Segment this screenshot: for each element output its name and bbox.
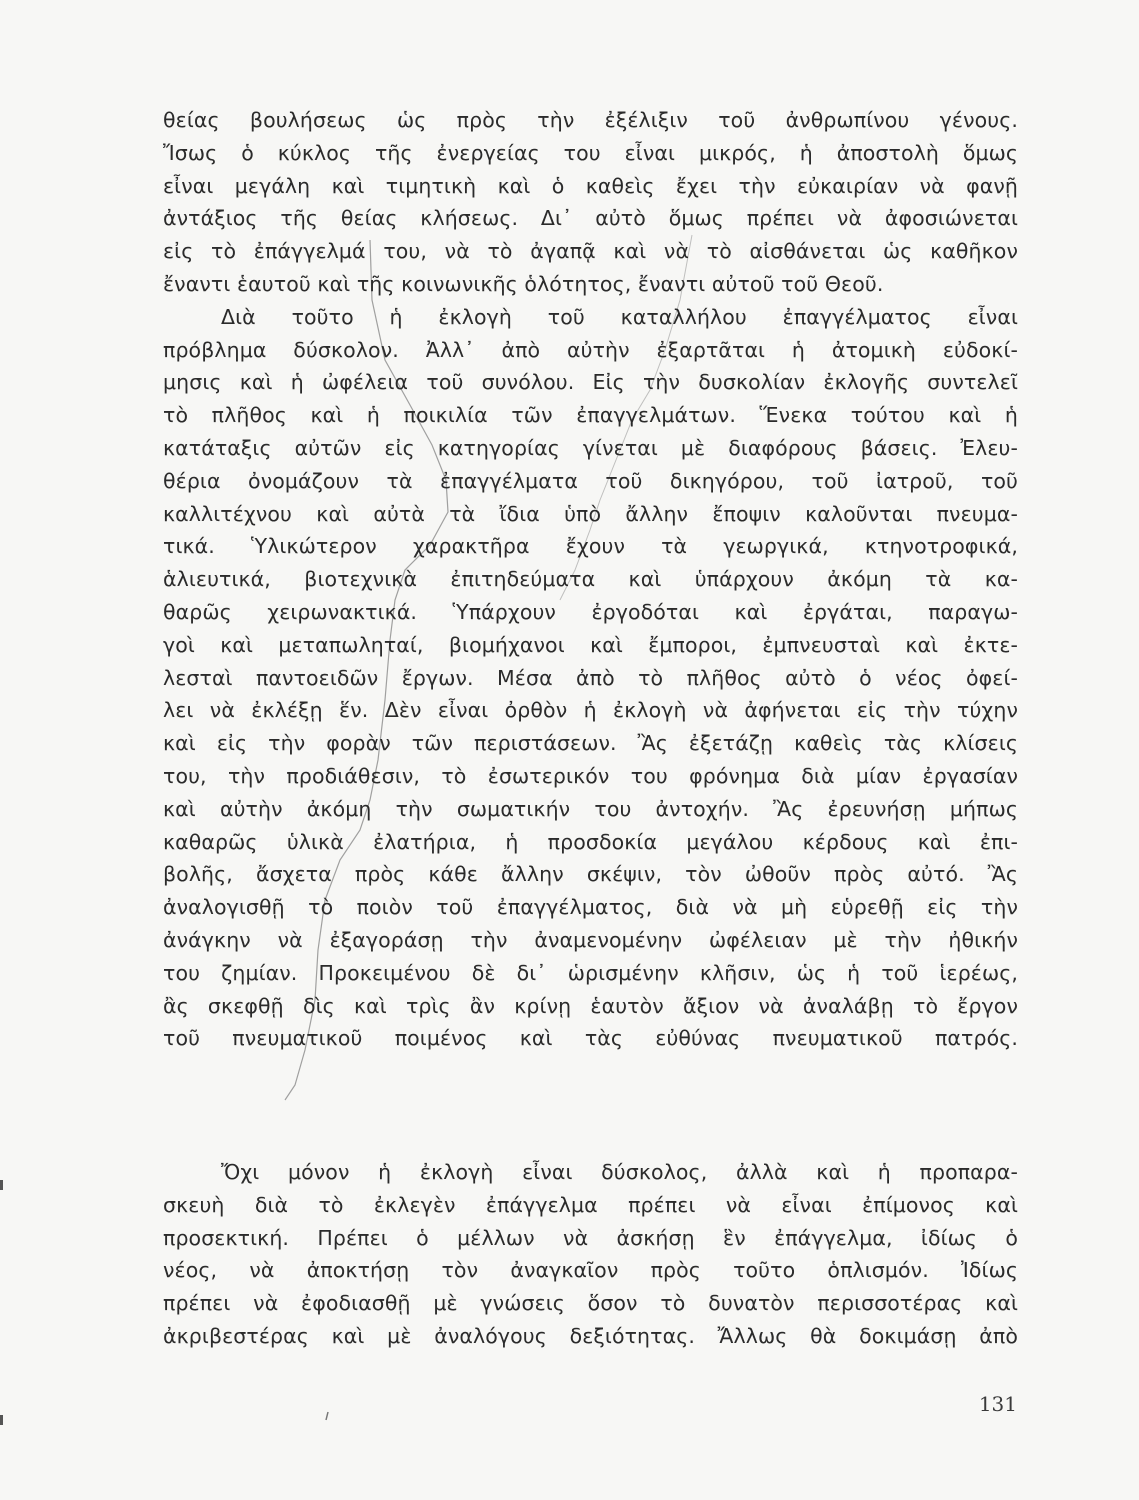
page-number: 131 xyxy=(978,1392,1017,1416)
text-line: ἔναντι ἑαυτοῦ καὶ τῆς κοινωνικῆς ὁλότητος, ἔναντι αὐτοῦ τοῦ Θεοῦ. xyxy=(163,271,884,296)
text-line: πρέπει νὰ ἐφοδιασθῇ μὲ γνώσεις ὅσον τὸ δυνατὸν περισσοτέρας καὶ xyxy=(163,1291,1018,1316)
text-line: καὶ αὐτὴν ἀκόμη τὴν σωματικήν του ἀντοχήν. Ἂς ἐρευνήσῃ μήπως xyxy=(163,796,1018,821)
text-line: θαρῶς χειρωνακτικά. Ὑπάρχουν ἐργοδόται καὶ ἐργάται, παραγω- xyxy=(163,599,1018,624)
text-line: ἂς σκεφθῇ δὶς καὶ τρὶς ἂν κρίνῃ ἑαυτὸν ἄξιον νὰ ἀναλάβῃ τὸ ἔργον xyxy=(163,993,1018,1018)
text-line: ἀνάγκην νὰ ἐξαγοράσῃ τὴν ἀναμενομένην ὠφέλειαν μὲ τὴν ἠθικήν xyxy=(163,927,1018,952)
text-line: λει νὰ ἐκλέξῃ ἕν. Δὲν εἶναι ὀρθὸν ἡ ἐκλογὴ νὰ ἀφήνεται εἰς τὴν τύχην xyxy=(163,698,1018,723)
text-line: Ἴσως ὁ κύκλος τῆς ἐνεργείας του εἶναι μικρός, ἡ ἀποστολὴ ὅμως xyxy=(163,140,1018,165)
text-line: τικά. Ὑλικώτερον χαρακτῆρα ἔχουν τὰ γεωργικά, κτηνοτροφικά, xyxy=(163,534,1018,559)
text-line: θέρια ὀνομάζουν τὰ ἐπαγγέλματα τοῦ δικηγόρου, τοῦ ἰατροῦ, τοῦ xyxy=(163,468,1018,493)
text-line: ἀκριβεστέρας καὶ μὲ ἀναλόγους δεξιότητας. Ἄλλως θὰ δοκιμάσῃ ἀπὸ xyxy=(163,1323,1018,1348)
text-line: εἰς τὸ ἐπάγγελμά του, νὰ τὸ ἀγαπᾷ καὶ νὰ τὸ αἰσθάνεται ὡς καθῆκον xyxy=(163,239,1018,264)
text-line: βολῆς, ἄσχετα πρὸς κάθε ἄλλην σκέψιν, τὸν ὠθοῦν πρὸς αὐτό. Ἂς xyxy=(163,862,1018,887)
text-line: λεσταὶ παντοειδῶν ἔργων. Μέσα ἀπὸ τὸ πλῆθος αὐτὸ ὁ νέος ὀφεί- xyxy=(163,665,1018,690)
text-line: προσεκτική. Πρέπει ὁ μέλλων νὰ ἀσκήσῃ ἓν ἐπάγγελμα, ἰδίως ὁ xyxy=(163,1225,1018,1250)
text-line: τὸ πλῆθος καὶ ἡ ποικιλία τῶν ἐπαγγελμάτων. Ἕνεκα τούτου καὶ ἡ xyxy=(163,403,1018,428)
text-line: καὶ εἰς τὴν φορὰν τῶν περιστάσεων. Ἂς ἐξετάζῃ καθεὶς τὰς κλίσεις xyxy=(163,731,1018,756)
text-line: καλλιτέχνου καὶ αὐτὰ τὰ ἴδια ὑπὸ ἄλλην ἔποψιν καλοῦνται πνευμα- xyxy=(163,501,1018,526)
text-line: κατάταξις αὐτῶν εἰς κατηγορίας γίνεται μὲ διαφόρους βάσεις. Ἐλευ- xyxy=(163,435,1018,460)
text-line: πρόβλημα δύσκολον. Ἀλλ᾿ ἀπὸ αὐτὴν ἐξαρτᾶται ἡ ἀτομικὴ εὐδοκί- xyxy=(163,337,1018,362)
text-line: ἀναλογισθῇ τὸ ποιὸν τοῦ ἐπαγγέλματος, διὰ νὰ μὴ εὑρεθῇ εἰς τὴν xyxy=(163,895,1018,920)
text-line: ἀντάξιος τῆς θείας κλήσεως. Δι᾿ αὐτὸ ὅμως πρέπει νὰ ἀφοσιώνεται xyxy=(163,206,1018,231)
text-line: τοῦ πνευματικοῦ ποιμένος καὶ τὰς εὐθύνας πνευματικοῦ πατρός. xyxy=(163,1026,1018,1051)
text-line: σκευὴ διὰ τὸ ἐκλεγὲν ἐπάγγελμα πρέπει νὰ εἶναι ἐπίμονος καὶ xyxy=(163,1192,1018,1217)
paragraph-1 xyxy=(163,104,1018,1055)
text-line: θείας βουλήσεως ὡς πρὸς τὴν ἐξέλιξιν τοῦ ἀνθρωπίνου γένους. xyxy=(163,108,1018,132)
text-line: εἶναι μεγάλη καὶ τιμητικὴ καὶ ὁ καθεὶς ἔχει τὴν εὐκαιρίαν νὰ φανῇ xyxy=(163,173,1018,198)
text-line: γοὶ καὶ μεταπωληταί, βιομήχανοι καὶ ἔμποροι, ἐμπνευσταὶ καὶ ἐκτε- xyxy=(163,632,1018,657)
text-line: Διὰ τοῦτο ἡ ἐκλογὴ τοῦ καταλλήλου ἐπαγγέλματος εἶναι xyxy=(221,304,1018,329)
text-line: ἁλιευτικά, βιοτεχνικὰ ἐπιτηδεύματα καὶ ὑπάρχουν ἀκόμη τὰ κα- xyxy=(163,567,1018,592)
edge-mark xyxy=(0,1415,3,1425)
text-line: νέος, νὰ ἀποκτήσῃ τὸν ἀναγκαῖον πρὸς τοῦτο ὁπλισμόν. Ἰδίως xyxy=(163,1258,1018,1283)
paragraph-2 xyxy=(163,1156,1018,1353)
text-line: του, τὴν προδιάθεσιν, τὸ ἐσωτερικόν του φρόνημα διὰ μίαν ἐργασίαν xyxy=(163,763,1018,788)
text-line: του ζημίαν. Προκειμένου δὲ δι᾿ ὡρισμένην κλῆσιν, ὡς ἡ τοῦ ἱερέως, xyxy=(163,960,1018,985)
edge-mark xyxy=(0,1180,3,1190)
text-line: Ὄχι μόνον ἡ ἐκλογὴ εἶναι δύσκολος, ἀλλὰ καὶ ἡ προπαρα- xyxy=(221,1160,1018,1184)
text-line: καθαρῶς ὑλικὰ ἐλατήρια, ἡ προσδοκία μεγάλου κέρδους καὶ ἐπι- xyxy=(163,829,1018,854)
text-line: μησις καὶ ἡ ὠφέλεια τοῦ συνόλου. Εἰς τὴν δυσκολίαν ἐκλογῆς συντελεῖ xyxy=(163,370,1018,395)
